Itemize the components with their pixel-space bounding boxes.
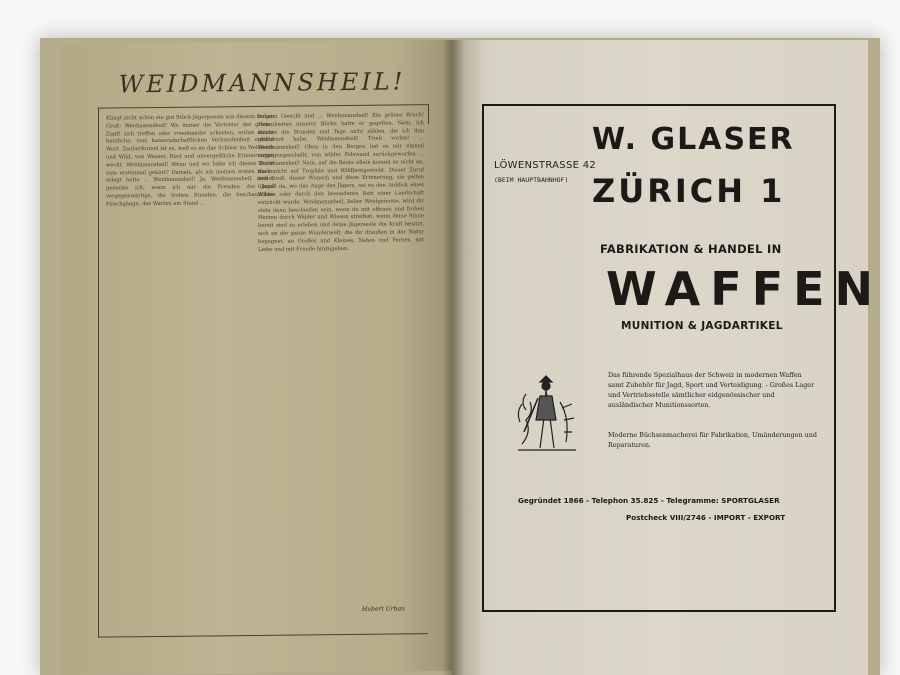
- ad-footer-contacts: Gegründet 1866 - Telephon 35.825 - Telegramme: SPORTGLASER: [518, 496, 780, 505]
- page-gutter: [442, 40, 464, 675]
- frame-rule-bottom: [98, 633, 428, 637]
- ad-munition-line: MUNITION & JAGDARTIKEL: [621, 320, 783, 332]
- ad-city: ZÜRICH 1: [592, 172, 786, 210]
- ad-station: (BEIM HAUPTBAHNHOF): [494, 176, 569, 184]
- left-page: [62, 40, 454, 675]
- ad-company-name: W. GLASER: [592, 122, 795, 157]
- ad-fabrication-line: FABRIKATION & HANDEL IN: [600, 242, 782, 256]
- ad-repair-line: Moderne Büchsenmacherei für Fabrikation, Umänderungen und Reparaturen.: [608, 431, 817, 449]
- frame-rule-top: [98, 104, 428, 108]
- ad-footer-postcheck: Postcheck VIII/2746 - IMPORT - EXPORT: [626, 513, 786, 522]
- frame-rule-right: [428, 104, 429, 124]
- ad-description: Das führende Spezialhaus der Schweiz in modernen Waffen samt Zubehör für Jagd, Sport und Verteidigung. - Großes Lager und Vertriebsstelle sämtlicher eidgenössischer und ausländischer Munitionssorten.: [608, 371, 815, 409]
- frame-rule-left: [98, 108, 99, 638]
- hunter-illustration: [512, 362, 582, 458]
- article-author: Hubert Urban: [362, 605, 405, 613]
- ad-street: LÖWENSTRASSE 42: [494, 160, 597, 171]
- article-column-1: Klingt nicht schön ein gut Stück Jägerpoesie aus diesem frohen Gruß: Weidmannsheil! Wo immer die Vertreter der grünen Zunft sich treffen oder voneinander scheiden, ertönt dieses herzliche, vom kameradschaftlichen Verbundenheit erfüllte Wort. Zauberformel ist es, weil es an das Schöne im Weidwerk und Wild, von Wasser, Ried und unvergeßliche Erinnerungen weckt. Weidmannsheil! Wenn und wo habe ich diesen Zuruf zum erstenmal gehört? Damals, als ich meinen ersten Hasen erlegt hatte ... Weidmannsheil! Ja, Weidmannsheil, deiner gedenke ich, wenn ich mir die Freuden der Jagd vergegenwärtige, die frohen Stunden, die beschaulichen Pirschgänge, das Warten am Stand ...: [106, 113, 274, 208]
- article-column-2: langem Gesicht und ... Weidmannsheil! Ein grüner Bruch! Dem besten unserer Böcke hatte er gegolten. Nein, ich möchte die Stunden und Tage nicht zählen, die ich ihm gewidmet habe. Weidmannsheil! Trieb vorbei! ... Weidmannsheil! Oben in den Bergen hat es mir einmal entgegengeschallt, von wilder Felswand zurückgeworfen ... Weidmannsheil! Nein, auf die Beute allein kommt es nicht an, auch nicht auf Trophäe und Wildbretgewicht. Dieser Zuruf und Gruß, dieser Wunsch und diese Erinnerung, sie gelten überall da, wo das Auge des Jägers, sei es den Anblick eines Wildes oder durch den besonderen Reiz einer Landschaft entzückt wurde. Weidmannsheil, lieber Weidgenosse, wird dir stets dann beschieden sein, wenn du mit offenen und frohen Herzen durch Wälder und Wiesen streifest, wenn deine Sinne bereit sind zu erleben und deine Jägerseele die Kraft besitzt, sich an die ganze Wunderwelt, die ihr draußen in der Natur begegnet, an Großes und Kleines, Nahes und Fernes, mit Liebe und mit Freude hinzugeben.: [258, 112, 424, 253]
- ad-headline: WAFFEN: [606, 262, 884, 316]
- article-title: WEIDMANNSHEIL!: [118, 67, 406, 99]
